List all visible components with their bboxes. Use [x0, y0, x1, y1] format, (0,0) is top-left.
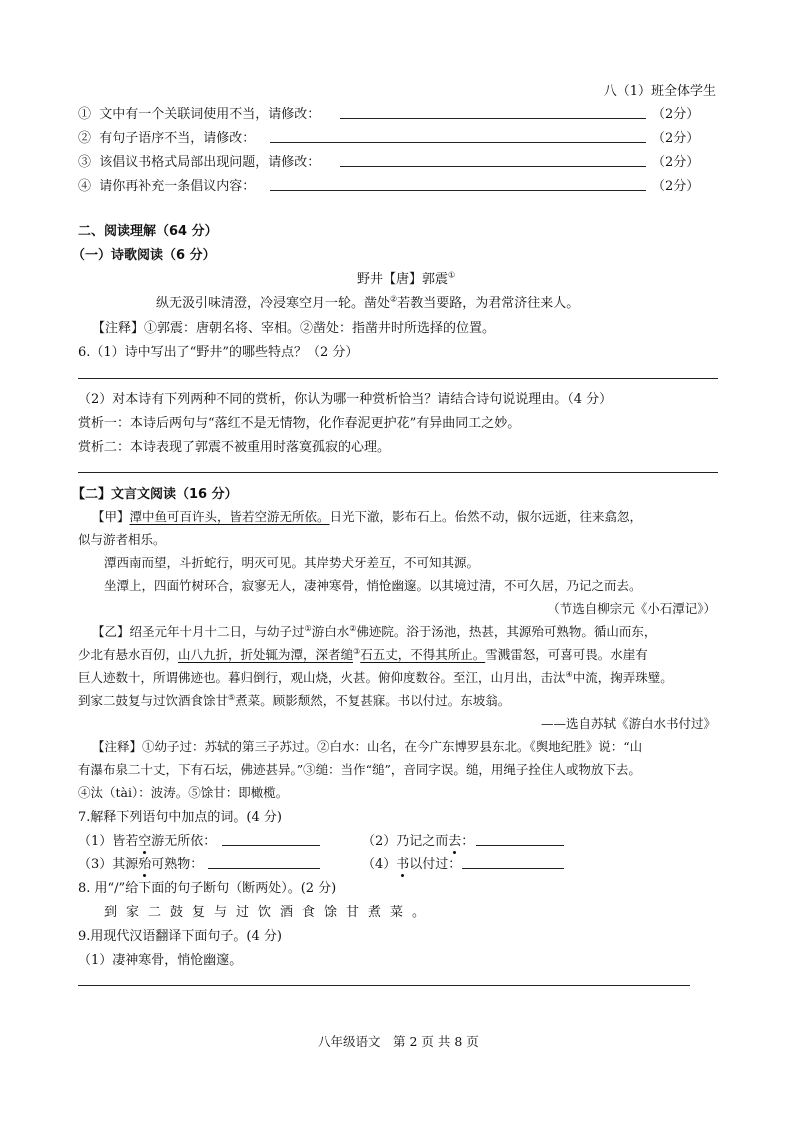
- q7-answer-line-2[interactable]: [476, 845, 564, 846]
- classical-notes-3: ④汰（tài）：波涛。⑤馀甘：即橄榄。: [78, 785, 289, 800]
- section-title: 二、阅读理解（64 分）: [78, 224, 218, 239]
- revision-item-1: ① 文中有一个关联词使用不当，请修改：: [78, 107, 321, 122]
- classical-notes-1: 【注释】①幼子过：苏轼的第三子苏过。②白水：山名，在今广东博罗县东北。《舆地纪胜》说：“山: [92, 739, 643, 754]
- passage-jia-p3: 坐潭上，四面竹树环合，寂寥无人，凄神寒骨，悄怆幽邃。以其境过清，不可久居，乃记之而去。: [104, 578, 642, 593]
- passage-yi-line2: 少北有悬水百仞，山八九折，折处辄为潭，深者缒③石五丈，不得其所止。雪溅雷怒，可喜可畏。水崖有: [78, 646, 648, 662]
- poetry-heading: （一）诗歌阅读（6 分）: [72, 248, 216, 263]
- passage-yi-line4: 到家二鼓复与过饮酒食馀甘⑤煮菜。顾影颓然，不复甚寐。书以付过。东坡翁。: [78, 692, 511, 708]
- page-footer: 八年级语文 第 2 页 共 8 页: [318, 1034, 479, 1049]
- question-8: 8. 用“/”给下面的句子断句（断两处）。(2 分): [78, 881, 337, 896]
- revision-score-4: （2分）: [652, 179, 700, 194]
- revision-score-1: （2分）: [652, 107, 700, 122]
- revision-score-3: （2分）: [652, 155, 700, 170]
- question-6-2: （2）对本诗有下列两种不同的赏析，你认为哪一种赏析恰当？请结合诗句说说理由。（4 分）: [78, 392, 613, 407]
- classical-notes-2: 有瀑布泉二十丈，下有石坛，佛迹甚异。”③缒：当作“缒”，音同字误。缒，用绳子拴住人或物放下去。: [78, 762, 641, 777]
- appreciation-1: 赏析一：本诗后两句与“落红不是无情物，化作春泥更护花”有异曲同工之妙。: [78, 416, 521, 431]
- revision-item-4: ④ 请你再补充一条倡议内容：: [78, 179, 256, 194]
- q7-item-3: （3）其源殆可熟物：: [78, 857, 204, 872]
- q7-item-2: （2）乃记之而去：: [362, 834, 475, 849]
- answer-line-3[interactable]: [340, 166, 646, 167]
- q8-sentence[interactable]: 到家二鼓复与过饮酒食馀甘煮菜。: [104, 905, 435, 920]
- q7-answer-line-3[interactable]: [208, 868, 320, 869]
- passage-jia-source: （节选自柳宗元《小石潭记》）: [547, 601, 716, 616]
- passage-jia-line1: 【甲】潭中鱼可百许头，皆若空游无所依。日光下澈，影布石上。佁然不动，俶尔远逝，往来翕忽，: [92, 509, 643, 524]
- poem-title: 野井【唐】郭震①: [357, 270, 456, 287]
- class-signature: 八（1）班全体学生: [603, 84, 716, 99]
- q7-item-4: （4）书以付过：: [362, 857, 462, 872]
- revision-score-2: （2分）: [652, 131, 700, 146]
- passage-yi-line1: 【乙】绍圣元年十月十二日，与幼子过①游白水②佛迹院。浴于汤池，热甚，其源殆可熟物。循山而东，: [92, 623, 657, 639]
- revision-item-2: ② 有句子语序不当，请修改：: [78, 131, 256, 146]
- classical-heading: 【二】文言文阅读（16 分）: [72, 487, 238, 502]
- answer-line-9-1[interactable]: [78, 985, 690, 986]
- answer-line-2[interactable]: [270, 142, 646, 143]
- q7-item-1: （1）皆若空游无所依：: [78, 834, 217, 849]
- question-7: 7.解释下列语句中加点的词。(4 分): [78, 810, 282, 825]
- question-9-1: （1）凄神寒骨，悄怆幽邃。: [78, 953, 243, 968]
- poem-text: 纵无汲引味清澄，冷浸寒空月一轮。凿处②若教当要路，为君常济往来人。: [156, 294, 580, 311]
- question-9: 9.用现代汉语翻译下面句子。(4 分): [78, 929, 282, 944]
- revision-item-3: ③ 该倡议书格式局部出现问题，请修改：: [78, 155, 321, 170]
- question-6-1: 6.（1）诗中写出了“野井”的哪些特点？（2 分）: [78, 345, 359, 360]
- answer-line-6-1[interactable]: [78, 378, 718, 379]
- passage-yi-line3: 巨人迹数十，所谓佛迹也。暮归倒行，观山烧，火甚。俯仰度数谷。至江，山月出，击汰④中流，掬弄珠璧。: [78, 669, 673, 685]
- appreciation-2: 赏析二：本诗表现了郭震不被重用时落寞孤寂的心理。: [78, 440, 391, 455]
- underlined-sentence: 潭中鱼可百许头，皆若空游无所依。: [129, 509, 330, 524]
- passage-jia-line2: 似与游者相乐。: [78, 532, 166, 547]
- poem-notes: 【注释】①郭震：唐朝名将、宰相。②凿处：指凿井时所选择的位置。: [92, 321, 496, 336]
- answer-line-1[interactable]: [340, 118, 646, 119]
- passage-yi-source: ——选自苏轼《游白水书付过》: [540, 716, 716, 731]
- q7-answer-line-4[interactable]: [462, 868, 564, 869]
- q7-answer-line-1[interactable]: [222, 845, 320, 846]
- passage-jia-p2: 潭西南而望，斗折蛇行，明灭可见。其岸势犬牙差互，不可知其源。: [104, 555, 480, 570]
- answer-line-6-2[interactable]: [78, 472, 718, 473]
- answer-line-4[interactable]: [270, 190, 646, 191]
